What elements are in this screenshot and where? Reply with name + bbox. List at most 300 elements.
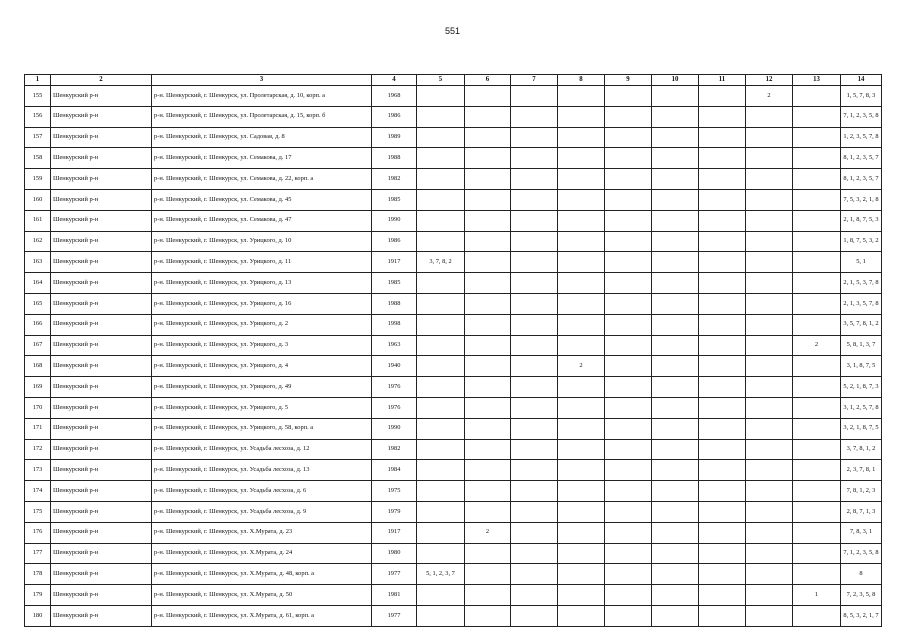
cell-col-11: [699, 210, 746, 231]
cell-col-7: [511, 273, 558, 294]
cell-col-6: [465, 439, 511, 460]
cell-col-1: 169: [25, 377, 51, 398]
cell-col-1: 179: [25, 585, 51, 606]
cell-col-3: р-н. Шенкурский, г. Шенкурск, ул. Урицкого, д. 16: [152, 293, 372, 314]
cell-col-7: [511, 397, 558, 418]
cell-col-12: [746, 481, 793, 502]
cell-col-12: [746, 585, 793, 606]
cell-col-8: [558, 397, 605, 418]
cell-col-7: [511, 501, 558, 522]
cell-col-13: 2: [793, 335, 841, 356]
cell-col-1: 166: [25, 314, 51, 335]
cell-col-3: р-н. Шенкурский, г. Шенкурск, ул. Пролетарская, д. 15, корп. б: [152, 106, 372, 127]
cell-col-5: [417, 418, 465, 439]
cell-col-14: 1, 5, 7, 8, 3: [841, 86, 882, 107]
cell-col-3: р-н. Шенкурский, г. Шенкурск, ул. Семакова, д. 22, корп. а: [152, 169, 372, 190]
table-row: [25, 335, 882, 356]
cell-col-7: [511, 543, 558, 564]
cell-col-11: [699, 377, 746, 398]
cell-col-10: [652, 481, 699, 502]
cell-col-2: Шенкурский р-н: [51, 106, 152, 127]
cell-col-11: [699, 189, 746, 210]
cell-col-7: [511, 418, 558, 439]
cell-col-5: [417, 231, 465, 252]
cell-col-2: Шенкурский р-н: [51, 86, 152, 107]
table-row: [25, 189, 882, 210]
cell-col-10: [652, 564, 699, 585]
cell-col-11: [699, 106, 746, 127]
cell-col-9: [605, 210, 652, 231]
cell-col-6: [465, 335, 511, 356]
cell-col-10: [652, 252, 699, 273]
cell-col-10: [652, 106, 699, 127]
cell-col-3: р-н. Шенкурский, г. Шенкурск, ул. Х.Мурата, д. 50: [152, 585, 372, 606]
cell-col-11: [699, 481, 746, 502]
cell-col-4: 1989: [372, 127, 417, 148]
cell-col-7: [511, 210, 558, 231]
cell-col-11: [699, 585, 746, 606]
table-row: [25, 501, 882, 522]
cell-col-7: [511, 127, 558, 148]
cell-col-1: 173: [25, 460, 51, 481]
cell-col-9: [605, 439, 652, 460]
cell-col-5: [417, 335, 465, 356]
cell-col-1: 165: [25, 293, 51, 314]
cell-col-9: [605, 293, 652, 314]
cell-col-6: [465, 86, 511, 107]
cell-col-11: [699, 293, 746, 314]
cell-col-8: [558, 418, 605, 439]
column-header-1: 1: [25, 75, 51, 86]
cell-col-8: [558, 86, 605, 107]
cell-col-9: [605, 252, 652, 273]
cell-col-5: 3, 7, 8, 2: [417, 252, 465, 273]
cell-col-13: [793, 522, 841, 543]
cell-col-5: [417, 481, 465, 502]
cell-col-14: 1, 2, 3, 5, 7, 8: [841, 127, 882, 148]
cell-col-5: [417, 86, 465, 107]
column-header-5: 5: [417, 75, 465, 86]
cell-col-13: [793, 460, 841, 481]
cell-col-4: 1980: [372, 543, 417, 564]
cell-col-5: [417, 189, 465, 210]
column-header-8: 8: [558, 75, 605, 86]
cell-col-12: [746, 169, 793, 190]
cell-col-2: Шенкурский р-н: [51, 356, 152, 377]
cell-col-7: [511, 356, 558, 377]
cell-col-2: Шенкурский р-н: [51, 439, 152, 460]
table-row: [25, 397, 882, 418]
cell-col-11: [699, 605, 746, 626]
cell-col-2: Шенкурский р-н: [51, 418, 152, 439]
cell-col-14: 8, 1, 2, 3, 5, 7: [841, 148, 882, 169]
column-header-4: 4: [372, 75, 417, 86]
cell-col-13: [793, 314, 841, 335]
column-header-10: 10: [652, 75, 699, 86]
cell-col-4: 1986: [372, 231, 417, 252]
cell-col-4: 1977: [372, 564, 417, 585]
cell-col-1: 164: [25, 273, 51, 294]
cell-col-13: [793, 127, 841, 148]
cell-col-9: [605, 169, 652, 190]
cell-col-5: [417, 106, 465, 127]
cell-col-1: 162: [25, 231, 51, 252]
cell-col-14: 7, 1, 2, 3, 5, 8: [841, 543, 882, 564]
cell-col-14: 3, 7, 8, 1, 2: [841, 439, 882, 460]
cell-col-8: [558, 210, 605, 231]
cell-col-9: [605, 585, 652, 606]
cell-col-12: [746, 543, 793, 564]
cell-col-4: 1917: [372, 252, 417, 273]
cell-col-5: [417, 543, 465, 564]
cell-col-10: [652, 293, 699, 314]
cell-col-10: [652, 585, 699, 606]
cell-col-11: [699, 439, 746, 460]
cell-col-10: [652, 356, 699, 377]
cell-col-11: [699, 543, 746, 564]
cell-col-12: [746, 564, 793, 585]
cell-col-11: [699, 273, 746, 294]
cell-col-14: 2, 3, 7, 8, 1: [841, 460, 882, 481]
cell-col-13: [793, 439, 841, 460]
column-header-7: 7: [511, 75, 558, 86]
cell-col-4: 1986: [372, 106, 417, 127]
cell-col-13: [793, 231, 841, 252]
table-row: [25, 356, 882, 377]
cell-col-10: [652, 127, 699, 148]
column-header-12: 12: [746, 75, 793, 86]
cell-col-9: [605, 418, 652, 439]
cell-col-11: [699, 231, 746, 252]
cell-col-12: [746, 314, 793, 335]
cell-col-1: 170: [25, 397, 51, 418]
cell-col-14: 2, 8, 7, 1, 3: [841, 501, 882, 522]
cell-col-4: 1981: [372, 585, 417, 606]
cell-col-4: 1940: [372, 356, 417, 377]
cell-col-8: [558, 501, 605, 522]
cell-col-13: 1: [793, 585, 841, 606]
cell-col-14: 5, 8, 1, 3, 7: [841, 335, 882, 356]
cell-col-10: [652, 377, 699, 398]
cell-col-9: [605, 605, 652, 626]
cell-col-14: 3, 1, 2, 5, 7, 8: [841, 397, 882, 418]
cell-col-11: [699, 460, 746, 481]
cell-col-13: [793, 564, 841, 585]
cell-col-14: 8: [841, 564, 882, 585]
cell-col-7: [511, 585, 558, 606]
cell-col-10: [652, 335, 699, 356]
table-row: [25, 169, 882, 190]
cell-col-6: [465, 460, 511, 481]
cell-col-10: [652, 522, 699, 543]
cell-col-4: 1982: [372, 439, 417, 460]
cell-col-2: Шенкурский р-н: [51, 543, 152, 564]
cell-col-2: Шенкурский р-н: [51, 293, 152, 314]
cell-col-9: [605, 335, 652, 356]
table-row: [25, 522, 882, 543]
cell-col-9: [605, 127, 652, 148]
cell-col-6: [465, 585, 511, 606]
cell-col-10: [652, 397, 699, 418]
cell-col-3: р-н. Шенкурский, г. Шенкурск, ул. Урицкого, д. 4: [152, 356, 372, 377]
cell-col-6: [465, 356, 511, 377]
column-header-13: 13: [793, 75, 841, 86]
cell-col-4: 1985: [372, 189, 417, 210]
cell-col-12: [746, 377, 793, 398]
column-header-11: 11: [699, 75, 746, 86]
table-row: [25, 293, 882, 314]
table-row: [25, 252, 882, 273]
column-header-14: 14: [841, 75, 882, 86]
cell-col-11: [699, 169, 746, 190]
cell-col-11: [699, 148, 746, 169]
cell-col-11: [699, 356, 746, 377]
cell-col-3: р-н. Шенкурский, г. Шенкурск, ул. Х.Мурата, д. 48, корп. а: [152, 564, 372, 585]
cell-col-9: [605, 522, 652, 543]
cell-col-3: р-н. Шенкурский, г. Шенкурск, ул. Урицкого, д. 3: [152, 335, 372, 356]
cell-col-3: р-н. Шенкурский, г. Шенкурск, ул. Урицкого, д. 11: [152, 252, 372, 273]
cell-col-13: [793, 481, 841, 502]
cell-col-9: [605, 356, 652, 377]
cell-col-2: Шенкурский р-н: [51, 564, 152, 585]
cell-col-14: 8, 1, 2, 3, 5, 7: [841, 169, 882, 190]
cell-col-14: 7, 1, 2, 3, 5, 8: [841, 106, 882, 127]
cell-col-1: 157: [25, 127, 51, 148]
cell-col-5: [417, 148, 465, 169]
cell-col-3: р-н. Шенкурский, г. Шенкурск, ул. Усадьба леcхоза, д. 9: [152, 501, 372, 522]
cell-col-12: [746, 231, 793, 252]
cell-col-1: 176: [25, 522, 51, 543]
cell-col-10: [652, 86, 699, 107]
cell-col-10: [652, 605, 699, 626]
cell-col-12: [746, 460, 793, 481]
table-row: [25, 439, 882, 460]
cell-col-6: [465, 564, 511, 585]
cell-col-12: [746, 356, 793, 377]
cell-col-12: [746, 210, 793, 231]
cell-col-9: [605, 397, 652, 418]
cell-col-13: [793, 210, 841, 231]
cell-col-14: 7, 8, 1, 2, 3: [841, 481, 882, 502]
cell-col-4: 1982: [372, 169, 417, 190]
table-row: [25, 210, 882, 231]
cell-col-9: [605, 481, 652, 502]
cell-col-9: [605, 314, 652, 335]
table-row: [25, 127, 882, 148]
cell-col-8: [558, 564, 605, 585]
table-row: [25, 314, 882, 335]
cell-col-14: 7, 5, 3, 2, 1, 8: [841, 189, 882, 210]
cell-col-4: 1968: [372, 86, 417, 107]
cell-col-13: [793, 86, 841, 107]
cell-col-7: [511, 148, 558, 169]
cell-col-7: [511, 86, 558, 107]
cell-col-13: [793, 418, 841, 439]
cell-col-2: Шенкурский р-н: [51, 148, 152, 169]
cell-col-8: [558, 293, 605, 314]
cell-col-6: [465, 231, 511, 252]
cell-col-2: Шенкурский р-н: [51, 210, 152, 231]
cell-col-12: [746, 418, 793, 439]
cell-col-5: [417, 210, 465, 231]
table-row: [25, 481, 882, 502]
cell-col-6: [465, 169, 511, 190]
cell-col-10: [652, 231, 699, 252]
cell-col-9: [605, 106, 652, 127]
cell-col-13: [793, 293, 841, 314]
cell-col-11: [699, 86, 746, 107]
cell-col-8: [558, 169, 605, 190]
cell-col-6: 2: [465, 522, 511, 543]
cell-col-13: [793, 189, 841, 210]
cell-col-14: 7, 8, 3, 1: [841, 522, 882, 543]
cell-col-4: 1917: [372, 522, 417, 543]
cell-col-11: [699, 418, 746, 439]
cell-col-12: [746, 189, 793, 210]
table-row: [25, 86, 882, 107]
cell-col-2: Шенкурский р-н: [51, 273, 152, 294]
cell-col-8: [558, 460, 605, 481]
table-row: [25, 460, 882, 481]
cell-col-13: [793, 605, 841, 626]
cell-col-1: 172: [25, 439, 51, 460]
cell-col-14: 7, 2, 3, 5, 8: [841, 585, 882, 606]
cell-col-12: [746, 522, 793, 543]
cell-col-1: 171: [25, 418, 51, 439]
cell-col-13: [793, 356, 841, 377]
cell-col-1: 158: [25, 148, 51, 169]
cell-col-13: [793, 169, 841, 190]
cell-col-6: [465, 501, 511, 522]
cell-col-6: [465, 189, 511, 210]
cell-col-5: 5, 1, 2, 3, 7: [417, 564, 465, 585]
cell-col-13: [793, 273, 841, 294]
cell-col-4: 1985: [372, 273, 417, 294]
table-row: [25, 231, 882, 252]
cell-col-8: [558, 335, 605, 356]
cell-col-2: Шенкурский р-н: [51, 127, 152, 148]
header-row: [25, 75, 882, 86]
cell-col-7: [511, 522, 558, 543]
cell-col-3: р-н. Шенкурский, г. Шенкурск, ул. Урицкого, д. 58, корп. а: [152, 418, 372, 439]
cell-col-5: [417, 377, 465, 398]
cell-col-6: [465, 481, 511, 502]
cell-col-5: [417, 460, 465, 481]
cell-col-6: [465, 397, 511, 418]
cell-col-10: [652, 543, 699, 564]
table-row: [25, 543, 882, 564]
cell-col-6: [465, 418, 511, 439]
cell-col-13: [793, 252, 841, 273]
cell-col-12: 2: [746, 86, 793, 107]
cell-col-3: р-н. Шенкурский, г. Шенкурск, ул. Х.Мурата, д. 23: [152, 522, 372, 543]
cell-col-6: [465, 148, 511, 169]
cell-col-1: 177: [25, 543, 51, 564]
cell-col-9: [605, 564, 652, 585]
cell-col-5: [417, 169, 465, 190]
cell-col-3: р-н. Шенкурский, г. Шенкурск, ул. Семакова, д. 47: [152, 210, 372, 231]
cell-col-8: [558, 439, 605, 460]
cell-col-12: [746, 127, 793, 148]
cell-col-4: 1998: [372, 314, 417, 335]
cell-col-7: [511, 314, 558, 335]
cell-col-8: [558, 273, 605, 294]
cell-col-3: р-н. Шенкурский, г. Шенкурск, ул. Усадьба леcхоза, д. 13: [152, 460, 372, 481]
cell-col-3: р-н. Шенкурский, г. Шенкурск, ул. Урицкого, д. 2: [152, 314, 372, 335]
cell-col-5: [417, 314, 465, 335]
cell-col-7: [511, 605, 558, 626]
cell-col-9: [605, 501, 652, 522]
cell-col-8: [558, 252, 605, 273]
cell-col-8: [558, 522, 605, 543]
cell-col-1: 168: [25, 356, 51, 377]
cell-col-14: 3, 1, 8, 7, 5: [841, 356, 882, 377]
cell-col-5: [417, 605, 465, 626]
cell-col-9: [605, 460, 652, 481]
cell-col-1: 174: [25, 481, 51, 502]
cell-col-4: 1979: [372, 501, 417, 522]
cell-col-7: [511, 481, 558, 502]
cell-col-10: [652, 189, 699, 210]
cell-col-14: 5, 2, 1, 8, 7, 3: [841, 377, 882, 398]
cell-col-3: р-н. Шенкурский, г. Шенкурск, ул. Пролетарская, д. 10, корп. а: [152, 86, 372, 107]
cell-col-6: [465, 377, 511, 398]
cell-col-12: [746, 439, 793, 460]
table-row: [25, 106, 882, 127]
cell-col-5: [417, 439, 465, 460]
cell-col-5: [417, 356, 465, 377]
cell-col-7: [511, 252, 558, 273]
cell-col-5: [417, 501, 465, 522]
cell-col-6: [465, 273, 511, 294]
cell-col-2: Шенкурский р-н: [51, 314, 152, 335]
cell-col-2: Шенкурский р-н: [51, 605, 152, 626]
cell-col-11: [699, 397, 746, 418]
cell-col-10: [652, 210, 699, 231]
cell-col-5: [417, 585, 465, 606]
cell-col-6: [465, 543, 511, 564]
cell-col-10: [652, 314, 699, 335]
cell-col-8: [558, 605, 605, 626]
column-header-9: 9: [605, 75, 652, 86]
cell-col-2: Шенкурский р-н: [51, 335, 152, 356]
table-body: [25, 86, 882, 627]
cell-col-11: [699, 314, 746, 335]
cell-col-8: [558, 481, 605, 502]
cell-col-14: 3, 2, 1, 8, 7, 5: [841, 418, 882, 439]
cell-col-10: [652, 418, 699, 439]
cell-col-12: [746, 293, 793, 314]
cell-col-3: р-н. Шенкурский, г. Шенкурск, ул. Усадьба леcхоза, д. 12: [152, 439, 372, 460]
cell-col-8: [558, 106, 605, 127]
cell-col-12: [746, 252, 793, 273]
cell-col-13: [793, 377, 841, 398]
column-header-6: 6: [465, 75, 511, 86]
cell-col-7: [511, 564, 558, 585]
cell-col-13: [793, 106, 841, 127]
cell-col-2: Шенкурский р-н: [51, 169, 152, 190]
cell-col-7: [511, 293, 558, 314]
cell-col-2: Шенкурский р-н: [51, 397, 152, 418]
cell-col-3: р-н. Шенкурский, г. Шенкурск, ул. Урицкого, д. 49: [152, 377, 372, 398]
cell-col-14: 3, 5, 7, 8, 1, 2: [841, 314, 882, 335]
table-row: [25, 273, 882, 294]
cell-col-4: 1976: [372, 377, 417, 398]
cell-col-8: [558, 585, 605, 606]
cell-col-4: 1977: [372, 605, 417, 626]
cell-col-7: [511, 169, 558, 190]
housing-register-table: [24, 74, 882, 627]
